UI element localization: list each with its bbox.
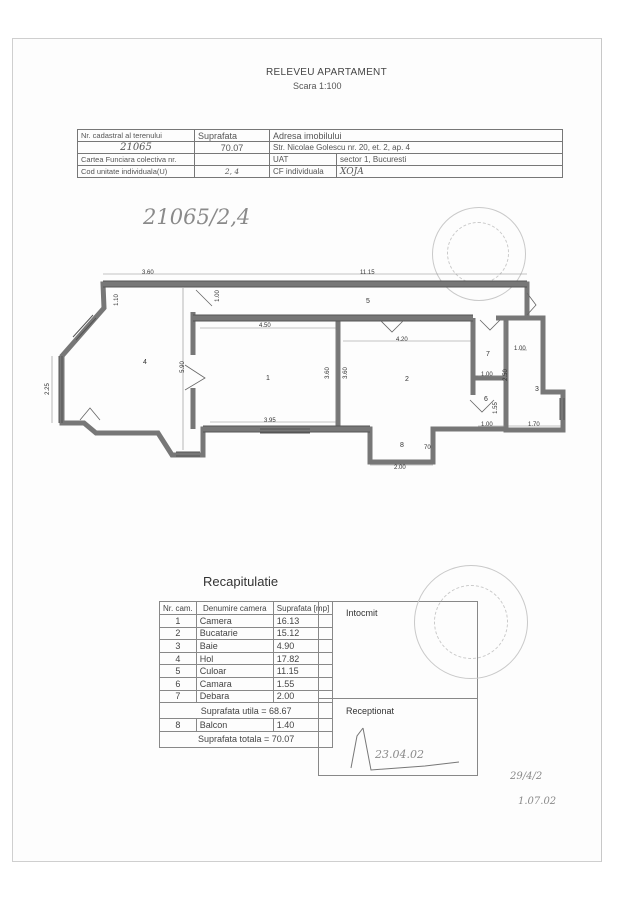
- recap-cell: Bucatarie: [196, 627, 273, 640]
- recap-cell: 2.00: [273, 690, 332, 703]
- recap-cell: 8: [160, 719, 197, 732]
- door-swing: [480, 320, 500, 330]
- recap-cell: Camera: [196, 615, 273, 628]
- signature-divider: [319, 698, 477, 699]
- recap-cell: Camara: [196, 677, 273, 690]
- recap-cell: Debara: [196, 690, 273, 703]
- dim-label: 2.50: [502, 369, 509, 381]
- room-number: 7: [486, 351, 490, 358]
- dim-label: 5.90: [179, 361, 186, 373]
- header-cell: CF individuala: [270, 166, 337, 178]
- recap-cell: 17.82: [273, 652, 332, 665]
- recap-row: [160, 640, 333, 653]
- dim-label: 1.00: [214, 290, 221, 302]
- dim-label: 1.70: [528, 422, 540, 428]
- recap-row: [160, 627, 333, 640]
- door-swing: [470, 400, 494, 412]
- header-cell: sector 1, Bucuresti: [337, 154, 563, 166]
- intocmit-label: Intocmit: [346, 608, 378, 618]
- dim-label: 70: [424, 445, 431, 451]
- dim-label: 4.20: [396, 337, 408, 343]
- door-swing: [196, 290, 212, 306]
- recap-row: [160, 677, 333, 690]
- recap-row: [160, 652, 333, 665]
- dim-label: 1.00: [514, 346, 526, 352]
- recap-cell: Hol: [196, 652, 273, 665]
- header-cell: Suprafata: [195, 130, 270, 142]
- dim-label: 1.55: [492, 402, 499, 414]
- dim-label: 3.60: [142, 270, 154, 276]
- margin-note: 1.07.02: [518, 796, 557, 807]
- recap-table: [159, 601, 333, 748]
- header-cell: Nr. cadastral al terenului: [78, 130, 195, 142]
- dim-label: 4.50: [259, 323, 271, 329]
- document-title: RELEVEU APARTAMENT: [266, 67, 387, 78]
- header-cell: 21065: [78, 142, 195, 154]
- recap-cell: 15.12: [273, 627, 332, 640]
- margin-note: 29/4/2: [510, 771, 543, 782]
- door-swing: [80, 408, 100, 420]
- room-number: 2: [405, 376, 409, 383]
- dim-label: 3.95: [264, 418, 276, 424]
- recap-row: [160, 719, 333, 732]
- room-number: 5: [366, 298, 370, 305]
- recap-cell: 1.40: [273, 719, 332, 732]
- dim-label: 11.15: [360, 270, 375, 276]
- recap-cell: 3: [160, 640, 197, 653]
- recap-cell: 11.15: [273, 665, 332, 678]
- recap-total-row: [160, 731, 333, 747]
- recap-title: Recapitulatie: [203, 574, 279, 589]
- dim-label: 2.00: [394, 465, 406, 471]
- room-number: 3: [535, 386, 539, 393]
- recap-total: Suprafata totala = 70.07: [160, 731, 333, 747]
- dim-label: 3.60: [324, 367, 331, 379]
- recap-row: [160, 690, 333, 703]
- recap-header: Denumire camera: [196, 602, 273, 615]
- document-scale: Scara 1:100: [293, 81, 342, 91]
- dim-label: 3.60: [342, 367, 349, 379]
- recap-util: Suprafata utila = 68.67: [160, 703, 333, 719]
- recap-cell: 4.90: [273, 640, 332, 653]
- door-swing: [185, 365, 205, 390]
- recap-cell: Baie: [196, 640, 273, 653]
- recap-header: Suprafata [mp]: [273, 602, 332, 615]
- recap-cell: 4: [160, 652, 197, 665]
- dim-label: 1.00: [481, 372, 493, 378]
- dim-label: 2.25: [44, 383, 51, 395]
- dim-label: 1.00: [481, 422, 493, 428]
- door-swing: [380, 320, 404, 332]
- recap-cell: Balcon: [196, 719, 273, 732]
- recap-cell: Culoar: [196, 665, 273, 678]
- recap-cell: 5: [160, 665, 197, 678]
- recap-row: [160, 665, 333, 678]
- stamp-seal-inner: [434, 585, 508, 659]
- room-number: 1: [266, 375, 270, 382]
- recap-header-row: [160, 602, 333, 615]
- header-cell: Str. Nicolae Golescu nr. 20, et. 2, ap. 4: [270, 142, 563, 154]
- recap-cell: 1: [160, 615, 197, 628]
- recap-cell: 16.13: [273, 615, 332, 628]
- header-cell: XOJA: [337, 166, 563, 178]
- handwritten-date: 23.04.02: [375, 748, 424, 761]
- recap-cell: 1.55: [273, 677, 332, 690]
- header-cell: 70.07: [195, 142, 270, 154]
- room-number: 4: [143, 359, 147, 366]
- header-cell: Cod unitate individuala(U): [78, 166, 195, 178]
- room-number: 6: [484, 396, 488, 403]
- dim-label: 1.10: [113, 294, 120, 306]
- receptionat-label: Receptionat: [346, 706, 395, 716]
- room-number: 8: [400, 442, 404, 449]
- header-cell: Adresa imobilului: [270, 130, 563, 142]
- handwritten-cadastral: 21065/2,4: [143, 205, 251, 229]
- header-cell: 2, 4: [195, 166, 270, 178]
- recap-cell: 2: [160, 627, 197, 640]
- recap-cell: 6: [160, 677, 197, 690]
- recap-cell: 7: [160, 690, 197, 703]
- recap-header: Nr. cam.: [160, 602, 197, 615]
- recap-row: [160, 615, 333, 628]
- header-cell: Cartea Funciara colectiva nr.: [78, 154, 195, 166]
- header-cell: UAT: [270, 154, 337, 166]
- recap-util-row: [160, 703, 333, 719]
